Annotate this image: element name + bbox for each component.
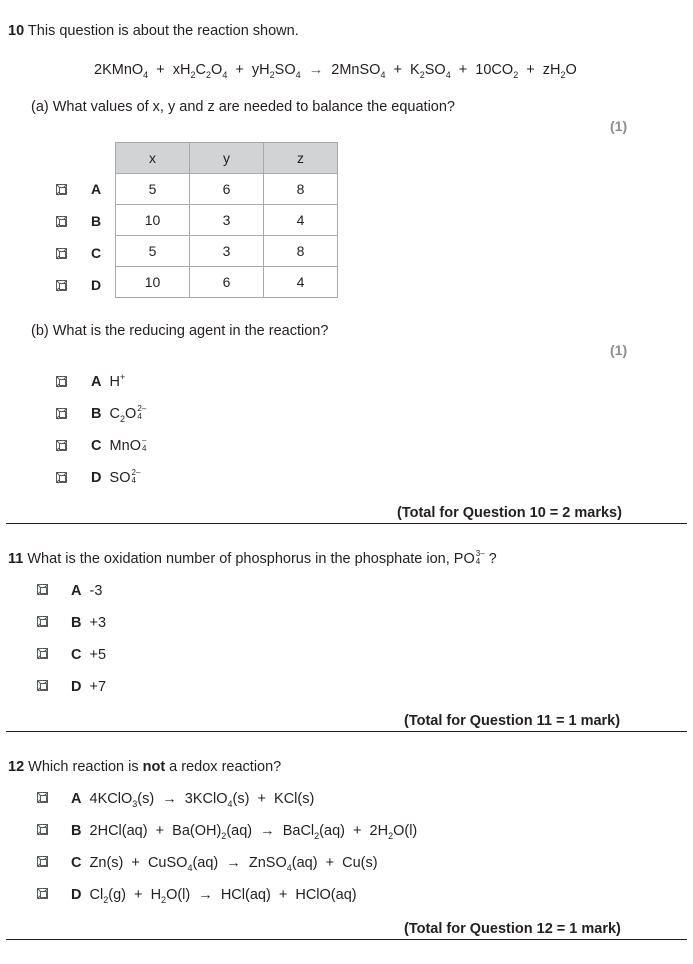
divider [6,523,687,524]
answer-checkbox-12-B[interactable] [37,824,48,835]
cell-z: 4 [264,205,338,236]
option-12-A: A 4KClO$_3$(s) → 3KClO$_4$(s) + KCl(s) [71,791,315,809]
option-letter: C [91,245,102,261]
option-12-B: B $2HCl(aq) + Ba(OH)_2(aq)$ → BaCl$_2$(aq) + $2H_2O(l)$ [71,823,418,841]
cell-y: 3 [190,205,264,236]
question-12-stem: 12 Which reaction is not a redox reaction? [8,759,282,775]
question-text: What is the oxidation number of phosphorus in the phosphate ion, PO [27,551,475,567]
answer-checkbox-12-C[interactable] [37,856,48,867]
option-letter: B [91,213,102,229]
question-number: 10 [8,23,25,39]
arrow-icon: → [308,62,324,78]
cell-z: 8 [264,236,338,267]
table-row [116,236,338,267]
answer-checkbox-10b-C[interactable] [56,440,67,451]
question-number: 12 [8,759,25,775]
answer-checkbox-10a-D[interactable] [56,280,67,291]
answer-checkbox-10b-A[interactable] [56,376,67,387]
part-a-marks: (1) [610,118,628,134]
question-12-total: (Total for Question 12 = 1 mark) [404,921,621,937]
table-row [116,205,338,236]
table-header-row [116,143,338,174]
question-text: This question is about the reaction shown. [27,23,299,39]
answer-checkbox-11-C[interactable] [37,648,48,659]
divider [6,939,687,940]
answer-checkbox-12-A[interactable] [37,792,48,803]
cell-y: 3 [190,236,264,267]
part-a-question: (a) What values of x, y and z are needed to balance the equation? [31,99,455,115]
option-11-A: A -3 [71,583,103,599]
answer-checkbox-10a-A[interactable] [56,184,67,195]
option-11-B: B +3 [71,615,107,631]
cell-y: 6 [190,174,264,205]
header-y: y [190,143,264,174]
answer-checkbox-11-D[interactable] [37,680,48,691]
cell-x: 10 [116,267,190,298]
option-10b-D: D SO 2– 4 [91,468,141,486]
table-row [116,267,338,298]
option-12-C: C Zn(s) + CuSO$_4$(aq) → ZnSO$_4$(aq) + Cu(s) [71,855,378,873]
cell-z: 8 [264,174,338,205]
header-z: z [264,143,338,174]
reaction-equation: 2KMnO$_4$ + $xH_2C_2O_4 + yH_2SO_4$ → 2MnSO$_4$ + $K_2SO_4 + 10CO_2 + zH_2O$ [94,62,577,80]
option-10b-A: A H+ [91,372,126,390]
balancing-table [115,142,338,298]
cell-x: 5 [116,236,190,267]
question-11-total: (Total for Question 11 = 1 mark) [404,713,621,729]
option-11-D: D +7 [71,679,107,695]
answer-checkbox-11-A[interactable] [37,584,48,595]
option-10b-C: C MnO – 4 [91,436,147,454]
divider [6,731,687,732]
cell-z: 4 [264,267,338,298]
question-10-stem [8,22,299,40]
answer-checkbox-10b-B[interactable] [56,408,67,419]
option-11-C: C +5 [71,647,107,663]
header-x: x [116,143,190,174]
option-12-D: D $Cl_2(g) + H_2O(l) \to HCl(aq)$ + HClO(aq) [71,887,357,905]
answer-checkbox-10a-B[interactable] [56,216,67,227]
answer-checkbox-11-B[interactable] [37,616,48,627]
question-number: 11 [8,551,24,567]
cell-y: 6 [190,267,264,298]
table-row [116,174,338,205]
question-10-total: (Total for Question 10 = 2 marks) [397,505,622,521]
option-letter: A [91,181,102,197]
cell-x: 5 [116,174,190,205]
answer-checkbox-10a-C[interactable] [56,248,67,259]
answer-checkbox-10b-D[interactable] [56,472,67,483]
part-b-marks: (1) [610,342,628,358]
answer-checkbox-12-D[interactable] [37,888,48,899]
option-10b-B: B $C_2O$ 2– 4 [91,404,147,424]
part-b-question: (b) What is the reducing agent in the reaction? [31,323,329,339]
question-11-stem: 11 What is the oxidation number of phosphorus in the phosphate ion, PO 3– 4 ? [8,549,497,567]
option-letter: D [91,277,102,293]
cell-x: 10 [116,205,190,236]
